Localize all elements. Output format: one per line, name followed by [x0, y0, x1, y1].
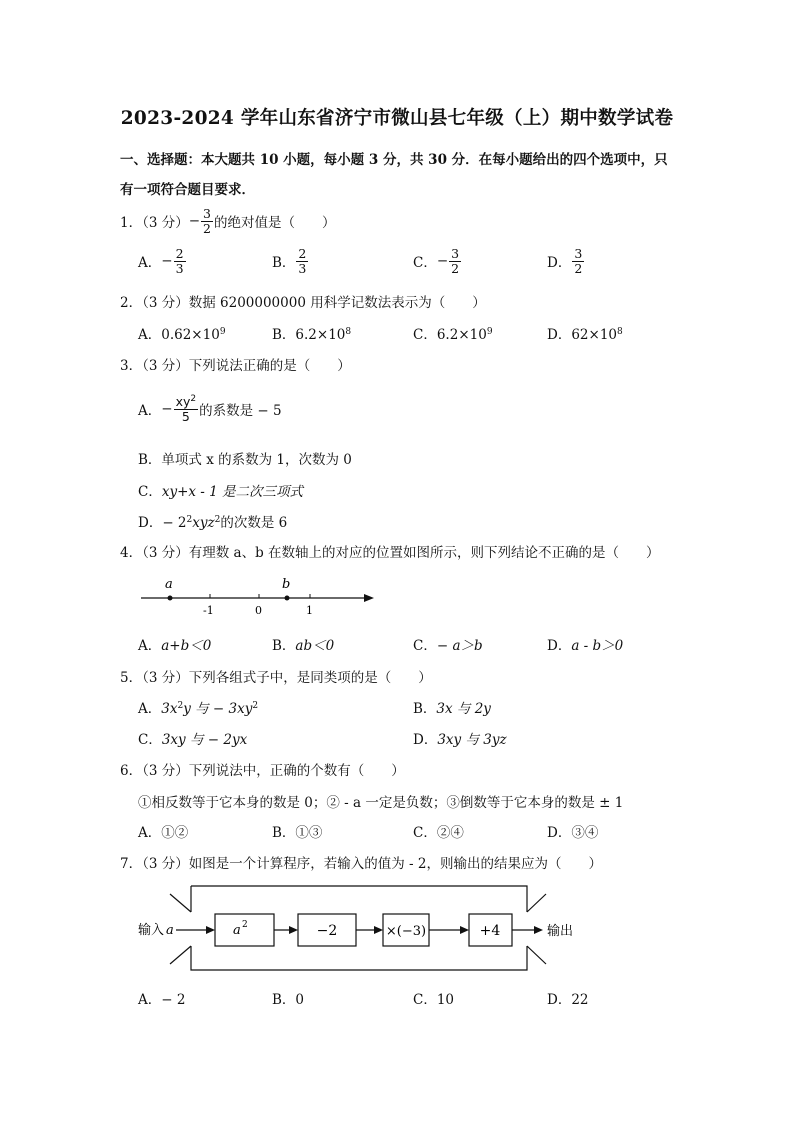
q1-option-d[interactable]	[547, 244, 585, 278]
option-exponent: 8	[617, 327, 623, 337]
number-line-figure	[138, 574, 383, 620]
q7-option-d[interactable]	[547, 988, 589, 1008]
q5-option-a[interactable]	[138, 697, 258, 717]
q4-number: 4．（3 分）	[120, 545, 189, 561]
option-label: A．	[138, 825, 162, 841]
q2-option-c[interactable]	[413, 323, 493, 343]
tick-label-minus-1: -1	[203, 604, 214, 617]
q1-fraction	[201, 207, 213, 234]
option-label: B．	[272, 255, 296, 271]
point-b-label: b	[282, 577, 291, 592]
option-sign: −	[436, 253, 449, 269]
option-text: ③④	[571, 825, 599, 841]
option-text: 10	[436, 992, 455, 1008]
option-fraction	[174, 247, 186, 274]
q4-text: 有理数 a、b 在数轴上的对应的位置如图所示，则下列结论不正确的是（ ）	[188, 545, 660, 561]
q7-option-b[interactable]	[272, 988, 304, 1008]
option-text: ①②	[161, 825, 189, 841]
frac-denominator: 2	[451, 260, 460, 276]
q3-text: 下列说法正确的是（ ）	[188, 358, 351, 374]
q6-option-d[interactable]	[547, 821, 598, 841]
q4-option-d[interactable]	[547, 634, 623, 654]
option-text: ②④	[436, 825, 464, 841]
option-exponent: 2	[177, 701, 184, 711]
option-base: 6.2×10	[436, 327, 487, 343]
option-label: D．	[547, 327, 572, 343]
q7-number: 7．（3 分）	[120, 856, 189, 872]
option-term: xyz	[192, 515, 215, 531]
option-label: C．	[138, 732, 162, 748]
q2-number: 2．（3 分）	[120, 295, 189, 311]
frac-numerator: 3	[574, 246, 583, 262]
option-text: 0	[295, 992, 305, 1008]
q2-option-b[interactable]	[272, 323, 351, 343]
option-label: A．	[138, 701, 162, 717]
option-exponent: 8	[345, 327, 352, 337]
option-term: − 2	[162, 515, 187, 531]
frac-numerator-base: xy	[175, 394, 191, 410]
option-base: 0.62×10	[161, 327, 220, 343]
q1-option-b[interactable]	[272, 244, 309, 278]
frac-numerator: 2	[298, 246, 307, 262]
q3-option-d[interactable]	[138, 511, 287, 531]
arrow-right-icon	[374, 926, 383, 934]
option-text: xy+x - 1 是二次三项式	[161, 484, 304, 500]
q1-option-a[interactable]	[138, 244, 187, 278]
option-exponent: 2	[186, 515, 193, 525]
option-label: B．	[272, 825, 296, 841]
q4-option-b[interactable]	[272, 634, 334, 654]
option-sign: −	[161, 253, 173, 269]
section-heading-line1: 一、选择题：本大题共 10 小题，每小题 3 分，共 30 分．在每小题给出的四个选项中，只	[120, 152, 668, 168]
option-fraction	[174, 395, 199, 422]
option-sign: −	[161, 401, 173, 417]
q6-number: 6．（3 分）	[120, 763, 189, 779]
loop-bottom-line	[191, 946, 527, 970]
q6-option-a[interactable]	[138, 821, 188, 841]
loop-top-line	[191, 886, 527, 912]
question-1	[120, 204, 336, 238]
output-label: 输出	[547, 924, 574, 939]
q3-option-a[interactable]	[138, 389, 282, 429]
q2-option-d[interactable]	[547, 323, 623, 343]
arrow-right-icon	[364, 594, 374, 602]
arrow-right-icon	[534, 926, 543, 934]
left-bottom-slant	[170, 946, 191, 964]
tick-label-one: 1	[306, 604, 313, 617]
option-label: D．	[138, 515, 163, 531]
question-4	[120, 541, 660, 561]
box-square-base: a	[233, 923, 241, 938]
frac-numerator: 2	[175, 246, 184, 262]
question-5	[120, 666, 432, 686]
frac-numerator-exponent: 2	[190, 394, 197, 405]
option-exponent: 2	[214, 515, 221, 525]
option-text: 3xy 与 3yz	[437, 732, 507, 748]
frac-numerator	[174, 395, 199, 409]
option-fraction	[296, 247, 308, 274]
option-fraction	[572, 247, 584, 274]
q3-option-c[interactable]	[138, 480, 303, 500]
option-label: A．	[138, 327, 162, 343]
option-label: D．	[547, 255, 572, 271]
option-exponent: 2	[252, 701, 259, 711]
option-base: 6.2×10	[295, 327, 346, 343]
option-label: A．	[138, 992, 162, 1008]
option-term: y 与 − 3xy	[183, 701, 253, 717]
option-label: B．	[138, 452, 162, 468]
q7-option-c[interactable]	[413, 988, 454, 1008]
option-text: 的系数是 − 5	[199, 403, 282, 419]
option-text: a+b＜0	[161, 638, 212, 654]
q6-statements: ①相反数等于它本身的数是 0；② - a 一定是负数；③倒数等于它本身的数是 ± 1	[138, 795, 624, 811]
option-label: C．	[413, 992, 437, 1008]
page-title: 2023-2024 学年山东省济宁市微山县七年级（上）期中数学试卷	[120, 108, 674, 129]
question-7	[120, 852, 602, 872]
q5-number: 5．（3 分）	[120, 670, 189, 686]
q6-option-b[interactable]	[272, 821, 322, 841]
option-exponent: 9	[219, 327, 226, 337]
arrow-right-icon	[289, 926, 298, 934]
option-text: 的次数是 6	[220, 515, 288, 531]
q1-sign: −	[188, 213, 201, 229]
box-square-exponent: 2	[242, 920, 248, 930]
option-label: A．	[138, 255, 162, 271]
option-fraction	[449, 247, 461, 274]
box-plus-four-label: +4	[479, 923, 501, 939]
tick-label-zero: 0	[255, 604, 262, 617]
option-text: 单项式 x 的系数为 1，次数为 0	[161, 452, 352, 468]
point-a-label: a	[165, 577, 173, 592]
q5-option-b[interactable]	[413, 697, 491, 717]
question-2	[120, 291, 486, 311]
q5-option-d[interactable]	[413, 728, 507, 748]
option-text: a - b＞0	[571, 638, 624, 654]
option-text: 22	[571, 992, 589, 1008]
option-term: 3x	[161, 701, 178, 717]
option-text: 3x 与 2y	[436, 701, 491, 717]
frac-denominator: 2	[574, 260, 583, 276]
arrow-right-icon	[206, 926, 215, 934]
frac-denominator: 5	[181, 408, 190, 424]
q1-option-c[interactable]	[413, 244, 462, 278]
question-6	[120, 759, 405, 779]
q5-option-c[interactable]	[138, 728, 247, 748]
q2-text: 数据 6200000000 用科学记数法表示为（ ）	[188, 295, 486, 311]
option-label: A．	[138, 638, 162, 654]
option-label: B．	[272, 992, 296, 1008]
right-bottom-slant	[527, 946, 546, 964]
q3-number: 3．（3 分）	[120, 358, 189, 374]
option-label: C．	[413, 638, 437, 654]
input-variable: a	[166, 923, 174, 938]
frac-numerator: 3	[451, 246, 460, 262]
q1-frac-numerator: 3	[203, 206, 211, 222]
q6-option-c[interactable]	[413, 821, 464, 841]
option-text: ①③	[295, 825, 323, 841]
option-base: 62×10	[571, 327, 617, 343]
box-times-minus-three-label: ×(−3)	[385, 924, 427, 939]
option-exponent: 9	[486, 327, 493, 337]
option-label: C．	[138, 484, 162, 500]
q2-option-a[interactable]	[138, 323, 226, 343]
option-label: A．	[138, 403, 162, 419]
input-label: 输入	[138, 923, 165, 938]
question-3	[120, 354, 351, 374]
option-label: B．	[272, 638, 296, 654]
frac-denominator: 3	[298, 260, 307, 276]
q1-frac-denominator: 2	[203, 220, 211, 236]
box-square	[215, 914, 274, 946]
option-text: − 2	[161, 992, 186, 1008]
q6-text: 下列说法中，正确的个数有（ ）	[188, 763, 405, 779]
q3-option-b[interactable]	[138, 448, 352, 468]
option-label: C．	[413, 327, 437, 343]
option-label: B．	[413, 701, 437, 717]
option-label: C．	[413, 255, 437, 271]
q4-option-a[interactable]	[138, 634, 211, 654]
option-text: 3xy 与 − 2yx	[161, 732, 248, 748]
q7-text: 如图是一个计算程序，若输入的值为 - 2，则输出的结果应为（ ）	[188, 856, 602, 872]
point-b	[285, 596, 290, 601]
option-label: B．	[272, 327, 296, 343]
option-label: D．	[413, 732, 438, 748]
option-label: D．	[547, 638, 572, 654]
arrow-right-icon	[460, 926, 469, 934]
calculation-program-flowchart	[134, 880, 594, 976]
section-heading-line2: 有一项符合题目要求．	[120, 182, 255, 198]
option-text: ab＜0	[295, 638, 335, 654]
option-label: D．	[547, 825, 572, 841]
q1-text: 的绝对值是（ ）	[214, 215, 336, 231]
q4-option-c[interactable]	[413, 634, 483, 654]
q5-text: 下列各组式子中，是同类项的是（ ）	[188, 670, 432, 686]
q7-option-a[interactable]	[138, 988, 185, 1008]
option-label: C．	[413, 825, 437, 841]
frac-denominator: 3	[175, 260, 184, 276]
option-text: − a＞b	[436, 638, 483, 654]
right-top-slant	[527, 894, 546, 912]
left-top-slant	[170, 894, 191, 912]
point-a	[168, 596, 173, 601]
q1-number: 1．（3 分）	[120, 215, 189, 231]
option-label: D．	[547, 992, 572, 1008]
box-minus-two-label: −2	[316, 923, 338, 939]
